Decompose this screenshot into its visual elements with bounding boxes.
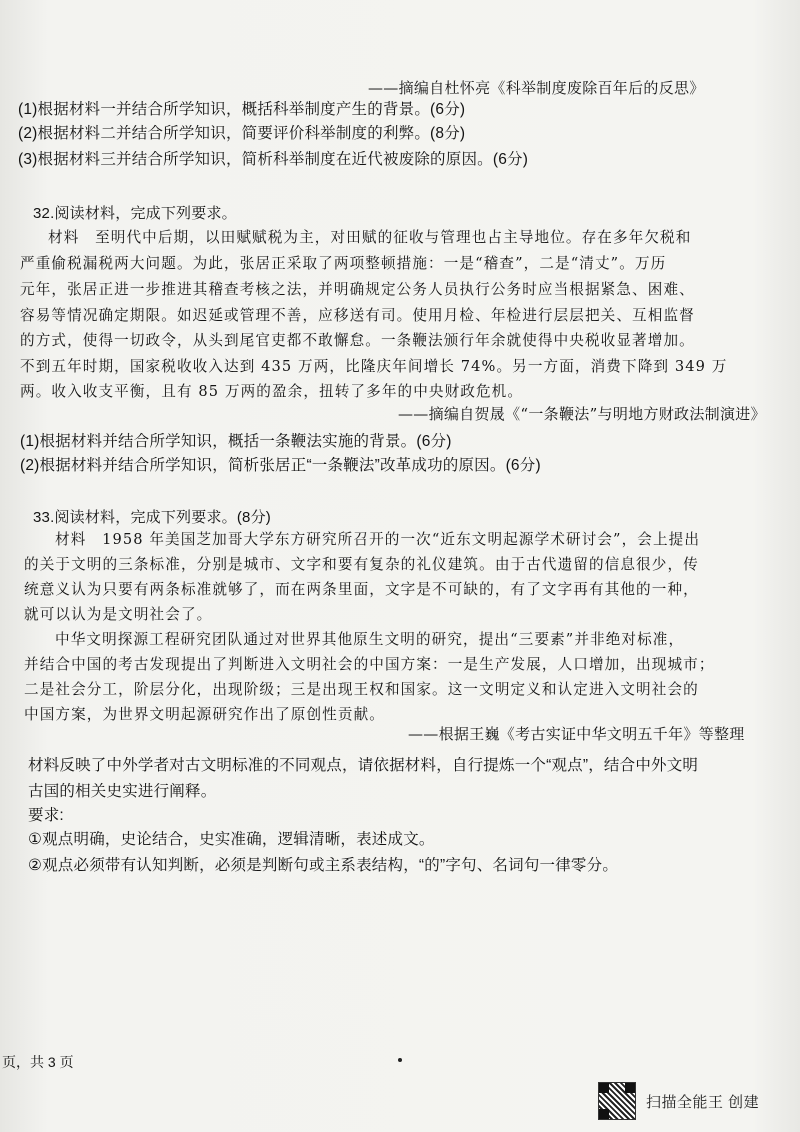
q33-prompt-line: 古国的相关史实进行阐释。 [28, 783, 217, 800]
q31-sub3: (3)根据材料三并结合所学知识，简析科举制度在近代被废除的原因。(6分) [18, 151, 529, 168]
q32-material-line: 的方式，使得一切政令，从头到尾官吏都不敢懈怠。一条鞭法颁行年余就使得中央税收显著增加。 [20, 332, 695, 349]
watermark-text: 扫描全能王 创建 [646, 1093, 760, 1111]
q33-material-line: 就可以认为是文明社会了。 [24, 606, 213, 623]
page-number: 页，共 3 页 [2, 1054, 74, 1070]
q32-material-line: 材料 至明代中后期，以田赋赋税为主，对田赋的征收与管理也占主导地位。存在多年欠税和 [48, 229, 692, 246]
qr-code-icon [598, 1082, 636, 1120]
q32-sub1: (1)根据材料并结合所学知识，概括一条鞭法实施的背景。(6分) [20, 433, 452, 450]
scan-dot [398, 1058, 402, 1062]
q33-requirement: ①观点明确，史论结合，史实准确，逻辑清晰，表述成文。 [28, 831, 435, 848]
q31-source: ——摘编自杜怀亮《科举制度废除百年后的反思》 [368, 79, 705, 97]
q32-heading: 32.阅读材料，完成下列要求。 [33, 205, 237, 222]
q32-source: ——摘编自贺晟《“一条鞭法”与明地方财政法制演进》 [398, 405, 766, 423]
q33-source: ——根据王巍《考古实证中华文明五千年》等整理 [408, 725, 745, 743]
q32-material-line: 容易等情况确定期限。如迟延或管理不善，应移送有司。使用月检、年检进行层层把关、互相监督 [20, 307, 695, 324]
q32-sub2: (2)根据材料并结合所学知识，简析张居正“一条鞭法”改革成功的原因。(6分) [20, 457, 541, 474]
q33-material-line: 并结合中国的考古发现提出了判断进入文明社会的中国方案：一是生产发展，人口增加，出现城市； [24, 656, 715, 673]
q33-material-line: 二是社会分工，阶层分化，出现阶级；三是出现王权和国家。这一文明定义和认定进入文明社会的 [24, 681, 699, 698]
q33-requirement: ②观点必须带有认知判断，必须是判断句或主系表结构，“的”字句、名词句一律零分。 [28, 857, 619, 874]
q31-sub1: (1)根据材料一并结合所学知识，概括科举制度产生的背景。(6分) [18, 101, 466, 118]
q33-prompt-line: 材料反映了中外学者对古文明标准的不同观点，请依据材料，自行提炼一个“观点”，结合中外文明 [28, 757, 699, 774]
q31-sub2: (2)根据材料二并结合所学知识，简要评价科举制度的利弊。(8分) [18, 125, 466, 142]
q33-material-line: 统意义认为只要有两条标准就够了，而在两条里面，文字是不可缺的，有了文字再有其他的一种， [24, 581, 699, 598]
scanner-watermark [598, 1082, 759, 1120]
q32-material-line: 不到五年时期，国家税收收入达到 435 万两，比隆庆年间增长 74%。另一方面，消费下降到 349 万 [20, 358, 728, 375]
q33-requirements-label: 要求: [28, 807, 64, 824]
q33-heading: 33.阅读材料，完成下列要求。(8分) [33, 509, 271, 526]
q32-material-line: 两。收入收支平衡，且有 85 万两的盈余，扭转了多年的中央财政危机。 [20, 383, 524, 400]
q33-material-line: 中国方案，为世界文明起源研究作出了原创性贡献。 [24, 706, 385, 723]
q32-material-line: 严重偷税漏税两大问题。为此，张居正采取了两项整顿措施：一是“稽查”，二是“清丈”。万历 [20, 255, 667, 272]
q32-material-line: 元年，张居正进一步推进其稽查考核之法，并明确规定公务人员执行公务时应当根据紧急、困难、 [20, 281, 695, 298]
q33-material-line: 中华文明探源工程研究团队通过对世界其他原生文明的研究，提出“三要素”并非绝对标准， [55, 631, 685, 648]
q33-material-line: 的关于文明的三条标准，分别是城市、文字和要有复杂的礼仪建筑。由于古代遗留的信息很少，传 [24, 556, 699, 573]
q33-material-line: 材料 1958 年美国芝加哥大学东方研究所召开的一次“近东文明起源学术研讨会”，会上提出 [55, 531, 701, 548]
